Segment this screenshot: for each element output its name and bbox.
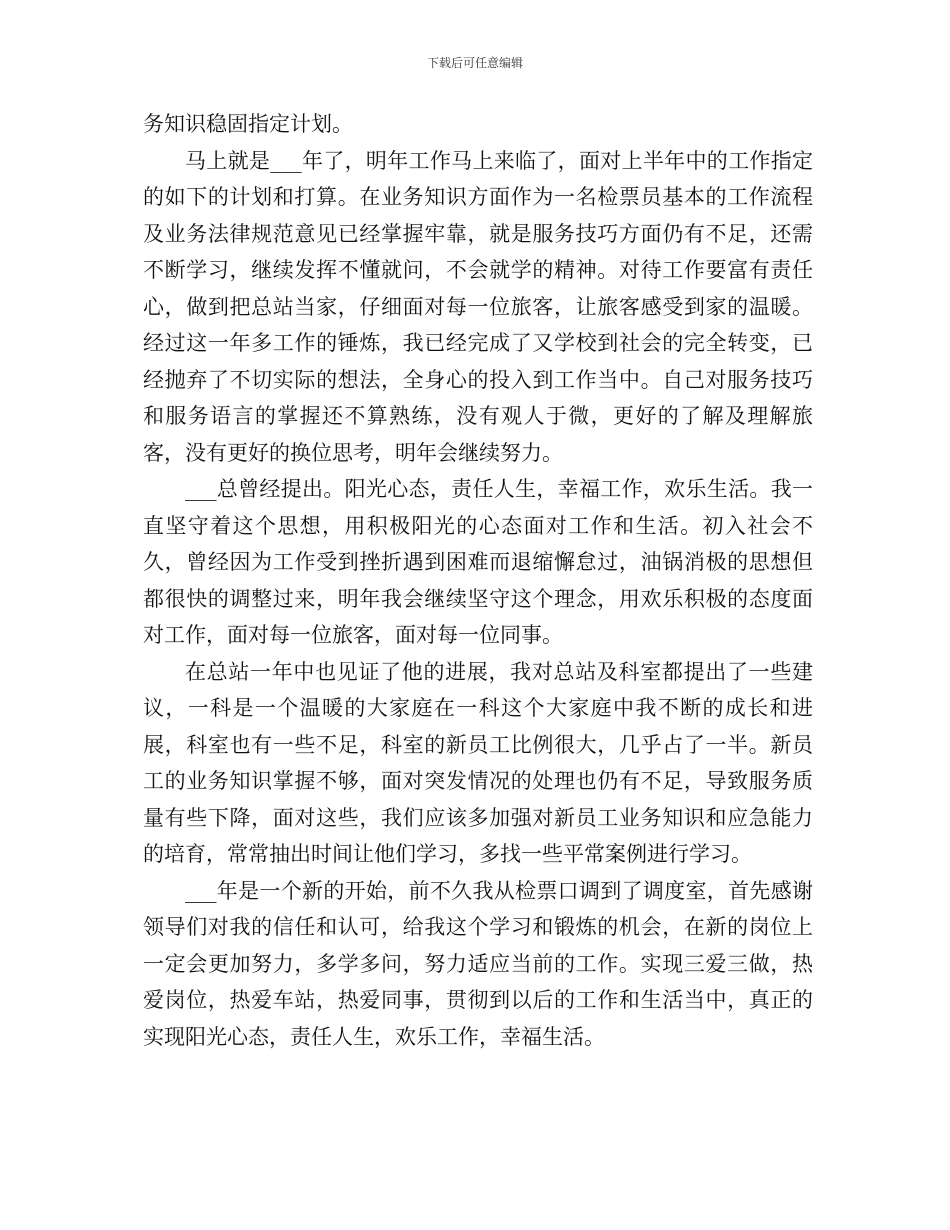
document-body [143, 106, 813, 1055]
paragraph-3: ___总曾经提出。阳光心态，责任人生，幸福工作，欢乐生活。我一直坚守着这个思想，用积极阳光的心态面对工作和生活。初入社会不久，曾经因为工作受到挫折遇到困难而退缩懈怠过，油锅消极的思想但都很快的调整过来，明年我会继续坚守这个理念，用欢乐积极的态度面对工作，面对每一位旅客，面对每一位同事。 [143, 477, 813, 647]
paragraph-1: 务知识稳固指定计划。 [143, 112, 353, 136]
page-header: 下载后可任意编辑 [426, 56, 523, 70]
paragraph-4: 在总站一年中也见证了他的进展，我对总站及科室都提出了一些建议，一科是一个温暖的大家庭在一科这个大家庭中我不断的成长和进展，科室也有一些不足，科室的新员工比例很大，几乎占了一半。新员工的业务知识掌握不够，面对突发情况的处理也仍有不足，导致服务质量有些下降，面对这些，我们应该多加强对新员工业务知识和应急能力的培育，常常抽出时间让他们学习，多找一些平常案例进行学习。 [143, 659, 813, 866]
paragraph-5: ___年是一个新的开始，前不久我从检票口调到了调度室，首先感谢领导们对我的信任和认可，给我这个学习和锻炼的机会，在新的岗位上一定会更加努力，多学多问，努力适应当前的工作。实现三爱三做，热爱岗位，热爱车站，热爱同事，贯彻到以后的工作和生活当中，真正的实现阳光心态，责任人生，欢乐工作，幸福生活。 [143, 878, 813, 1049]
paragraph-2: 马上就是___年了，明年工作马上来临了，面对上半年中的工作指定的如下的计划和打算。在业务知识方面作为一名检票员基本的工作流程及业务法律规范意见已经掌握牢靠，就是服务技巧方面仍有不足，还需不断学习，继续发挥不懂就问，不会就学的精神。对待工作要富有责任心，做到把总站当家，仔细面对每一位旅客，让旅客感受到家的温暖。经过这一年多工作的锤炼，我已经完成了又学校到社会的完全转变，已经抛弃了不切实际的想法，全身心的投入到工作当中。自己对服务技巧和服务语言的掌握还不算熟练，没有观人于微，更好的了解及理解旅客，没有更好的换位思考，明年会继续努力。 [143, 148, 813, 465]
